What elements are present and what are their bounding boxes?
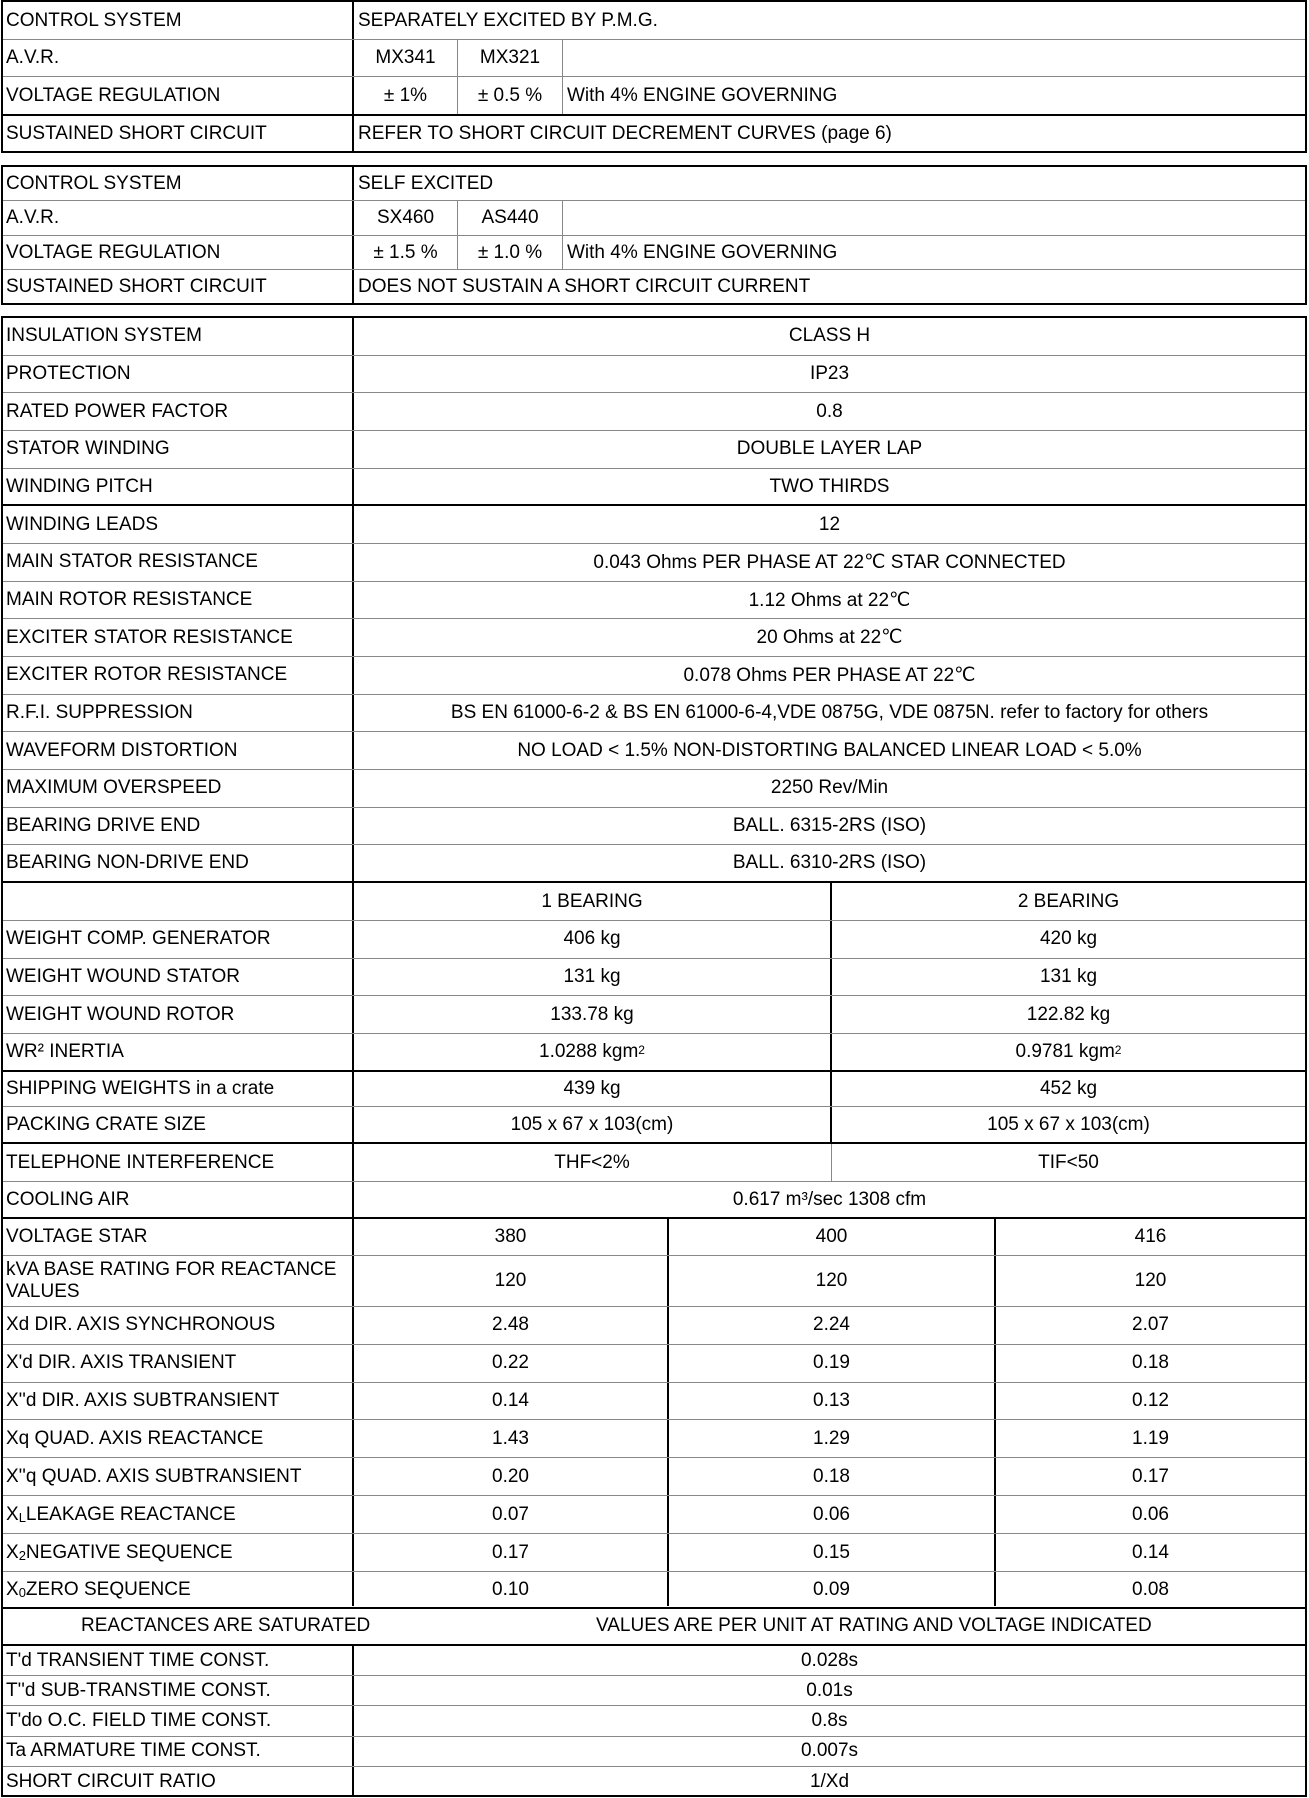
table-row [3, 845, 1305, 883]
reactance-value: 0.18 [1132, 1352, 1169, 1374]
shipping-weight-1: 439 kg [563, 1078, 621, 1099]
regulation-note: With 4% ENGINE GOVERNING [567, 84, 838, 106]
table-row [3, 695, 1305, 733]
row-label: X''q QUAD. AXIS SUBTRANSIENT [6, 1465, 302, 1487]
table-row [3, 544, 1305, 582]
row-label: MAXIMUM OVERSPEED [6, 777, 222, 799]
reactance-value: 2.07 [1132, 1314, 1169, 1336]
row-label: X 2 NEGATIVE SEQUENCE [6, 1541, 233, 1563]
table-row [3, 356, 1305, 394]
row-label: SUSTAINED SHORT CIRCUIT [6, 275, 267, 297]
reactance-value: 2.24 [813, 1314, 850, 1336]
table-row [3, 1496, 1305, 1534]
table-row [3, 959, 1305, 997]
table-row [3, 1646, 1305, 1676]
table-row [3, 236, 1305, 270]
reactance-value: 0.19 [813, 1352, 850, 1374]
table-row [3, 1182, 1305, 1219]
table-row [3, 506, 1305, 544]
avr-value: MX341 [375, 47, 436, 68]
regulation-value: ± 0.5 % [477, 84, 543, 106]
regulation-value: ± 1.0 % [477, 241, 543, 263]
bearing-header-2: 2 BEARING [1017, 890, 1120, 912]
row-label: A.V.R. [6, 47, 60, 68]
crate-size-1: 105 x 67 x 103(cm) [510, 1113, 674, 1135]
bearing-1-value: 131 kg [563, 966, 621, 988]
row-value: 0.043 Ohms PER PHASE AT 22℃ STAR CONNECTED [593, 551, 1066, 573]
reactance-value: 1.29 [813, 1427, 850, 1449]
bearing-2-value: 420 kg [1039, 928, 1098, 950]
table-row [3, 1706, 1305, 1736]
avr-value: SX460 [376, 207, 435, 228]
table-row [3, 1144, 1305, 1182]
table-row [3, 1458, 1305, 1496]
row-label: A.V.R. [6, 207, 60, 228]
row-label: SHORT CIRCUIT RATIO [6, 1770, 216, 1792]
table-row [3, 2, 1305, 40]
table-row [3, 1572, 1305, 1609]
bearing-2-value: 122.82 kg [1026, 1003, 1111, 1025]
per-unit-note: VALUES ARE PER UNIT AT RATING AND VOLTAGE INDICATED [596, 1615, 1152, 1636]
row-label: EXCITER STATOR RESISTANCE [6, 626, 293, 648]
table-row [3, 1034, 1305, 1072]
table-row [3, 167, 1305, 201]
row-value: 20 Ohms at 22℃ [756, 627, 903, 649]
row-label: EXCITER ROTOR RESISTANCE [6, 664, 288, 686]
reactance-value: 0.13 [813, 1389, 850, 1411]
row-value: 0.007s [800, 1740, 859, 1762]
row-label: RATED POWER FACTOR [6, 400, 229, 422]
table-row [3, 270, 1305, 303]
reactance-value: 0.14 [492, 1389, 529, 1411]
saturated-note: REACTANCES ARE SATURATED [81, 1615, 371, 1636]
pmg-excitation-table [1, 0, 1307, 153]
table-row [3, 201, 1305, 236]
row-value: REFER TO SHORT CIRCUIT DECREMENT CURVES (page 6) [358, 122, 892, 144]
row-value: 0.01s [806, 1679, 853, 1701]
row-label: SHIPPING WEIGHTS in a crate [6, 1078, 275, 1099]
row-label: CONTROL SYSTEM [6, 9, 182, 31]
kva-value: 120 [494, 1270, 527, 1291]
inertia-value-1: 1.0288 kgm $^2$ [539, 1041, 645, 1062]
voltage-380: 380 [494, 1226, 527, 1247]
row-label: BEARING DRIVE END [6, 815, 201, 837]
row-value: NO LOAD < 1.5% NON-DISTORTING BALANCED LINEAR LOAD < 5.0% [517, 739, 1142, 761]
row-label: STATOR WINDING [6, 438, 170, 460]
row-label: WEIGHT COMP. GENERATOR [6, 928, 271, 950]
row-value: IP23 [809, 363, 850, 385]
table-row [3, 1345, 1305, 1383]
row-label: MAIN ROTOR RESISTANCE [6, 589, 253, 611]
row-value: TWO THIRDS [769, 475, 890, 497]
table-row [3, 116, 1305, 151]
row-label: X'd DIR. AXIS TRANSIENT [6, 1352, 237, 1374]
bearing-1-value: 133.78 kg [550, 1003, 634, 1025]
table-row [3, 1107, 1305, 1144]
table-row [3, 1767, 1305, 1797]
row-label: WEIGHT WOUND STATOR [6, 966, 240, 988]
reactance-value: 0.12 [1132, 1389, 1169, 1411]
row-value: CLASS H [788, 325, 871, 347]
cooling-air-value: 0.617 m³/sec 1308 cfm [732, 1188, 927, 1210]
kva-value: 120 [815, 1270, 848, 1291]
row-value: BALL. 6315-2RS (ISO) [732, 815, 927, 837]
table-row [3, 1737, 1305, 1767]
row-value: 12 [818, 513, 841, 535]
reactance-value: 1.43 [492, 1427, 529, 1449]
row-value: DOES NOT SUSTAIN A SHORT CIRCUIT CURRENT [358, 275, 811, 297]
row-label: Xd DIR. AXIS SYNCHRONOUS [6, 1314, 276, 1336]
table-row [3, 657, 1305, 695]
row-value: BS EN 61000-6-2 & BS EN 61000-6-4,VDE 0875G, VDE 0875N. refer to factory for others [450, 702, 1209, 724]
row-label: T'd TRANSIENT TIME CONST. [6, 1649, 270, 1671]
table-row [3, 431, 1305, 469]
row-value: 0.8 [816, 400, 843, 422]
table-row [3, 1383, 1305, 1421]
avr-value: MX321 [479, 47, 541, 68]
row-label: SUSTAINED SHORT CIRCUIT [6, 122, 267, 144]
table-row [3, 1307, 1305, 1345]
row-label: BEARING NON-DRIVE END [6, 852, 249, 874]
reactance-value: 2.48 [492, 1314, 529, 1336]
row-label: WINDING PITCH [6, 475, 153, 497]
reactance-value: 0.06 [813, 1503, 850, 1525]
regulation-value: ± 1.5 % [373, 241, 438, 263]
shipping-weight-2: 452 kg [1039, 1078, 1098, 1099]
row-label: VOLTAGE REGULATION [6, 241, 221, 263]
row-label: WEIGHT WOUND ROTOR [6, 1003, 235, 1025]
voltage-416: 416 [1134, 1226, 1167, 1247]
table-row [3, 318, 1305, 356]
bearing-header-row [3, 883, 1305, 921]
reactance-value: 0.09 [813, 1578, 850, 1600]
regulation-note: With 4% ENGINE GOVERNING [567, 241, 838, 263]
row-label: PACKING CRATE SIZE [6, 1113, 206, 1135]
row-value: 0.028s [800, 1649, 859, 1671]
thf-value: THF<2% [554, 1151, 630, 1173]
table-row [3, 619, 1305, 657]
row-label: Xq QUAD. AXIS REACTANCE [6, 1427, 264, 1449]
reactance-note-row [3, 1608, 1305, 1646]
row-label: T'do O.C. FIELD TIME CONST. [6, 1709, 272, 1731]
row-label: X 0 ZERO SEQUENCE [6, 1578, 191, 1600]
row-label: WAVEFORM DISTORTION [6, 739, 238, 761]
row-value: SEPARATELY EXCITED BY P.M.G. [358, 9, 658, 31]
crate-size-2: 105 x 67 x 103(cm) [987, 1113, 1150, 1135]
reactance-value: 0.14 [1132, 1541, 1169, 1563]
row-value: SELF EXCITED [358, 172, 494, 194]
row-label: X L LEAKAGE REACTANCE [6, 1503, 236, 1525]
row-label: MAIN STATOR RESISTANCE [6, 551, 258, 573]
reactance-value: 0.10 [492, 1578, 529, 1600]
regulation-value: ± 1% [383, 84, 428, 106]
tif-value: TIF<50 [1038, 1151, 1099, 1173]
table-row [3, 469, 1305, 507]
row-value: 1.12 Ohms at 22℃ [748, 589, 911, 611]
row-label: COOLING AIR [6, 1188, 130, 1210]
reactance-value: 0.18 [813, 1465, 850, 1487]
row-label: CONTROL SYSTEM [6, 172, 182, 194]
table-row [3, 770, 1305, 808]
reactance-value: 0.22 [492, 1352, 529, 1374]
reactance-value: 0.17 [492, 1541, 529, 1563]
row-label: WINDING LEADS [6, 513, 159, 535]
table-row [3, 921, 1305, 959]
table-row [3, 1534, 1305, 1572]
reactance-value: 0.06 [1132, 1503, 1169, 1525]
reactance-value: 0.15 [813, 1541, 850, 1563]
reactance-table [3, 1219, 1305, 1606]
specification-table [1, 316, 1307, 1797]
table-row [3, 77, 1305, 116]
row-label: X''d DIR. AXIS SUBTRANSIENT [6, 1389, 280, 1411]
voltage-400: 400 [815, 1226, 848, 1247]
inertia-value-2: 0.9781 kgm $^2$ [1015, 1041, 1122, 1062]
table-row [3, 732, 1305, 770]
bearing-1-value: 406 kg [563, 928, 621, 950]
row-label: VOLTAGE STAR [6, 1226, 148, 1247]
bearing-header-1: 1 BEARING [541, 890, 643, 912]
self-excitation-table [1, 165, 1307, 305]
reactance-value: 1.19 [1132, 1427, 1169, 1449]
voltage-row [3, 1219, 1305, 1256]
row-label: R.F.I. SUPPRESSION [6, 702, 193, 724]
table-row [3, 393, 1305, 431]
row-value: 0.078 Ohms PER PHASE AT 22℃ [683, 664, 976, 686]
row-label: kVA BASE RATING FOR REACTANCE VALUES [6, 1259, 337, 1302]
table-row [3, 40, 1305, 77]
row-value: 0.8s [811, 1709, 848, 1731]
row-label: INSULATION SYSTEM [6, 325, 203, 347]
kva-value: 120 [1134, 1270, 1167, 1291]
table-row [3, 808, 1305, 846]
row-value: 1/Xd [809, 1770, 850, 1792]
row-label: TELEPHONE INTERFERENCE [6, 1151, 275, 1173]
reactance-value: 0.20 [492, 1465, 529, 1487]
reactance-value: 0.17 [1132, 1465, 1169, 1487]
row-value: 2250 Rev/Min [770, 777, 889, 799]
row-label: PROTECTION [6, 363, 131, 385]
row-value: BALL. 6310-2RS (ISO) [732, 852, 927, 874]
reactance-value: 0.07 [492, 1503, 529, 1525]
kva-row [3, 1256, 1305, 1307]
table-row [3, 582, 1305, 620]
table-row [3, 1676, 1305, 1706]
row-label: Ta ARMATURE TIME CONST. [6, 1740, 261, 1762]
table-row [3, 1420, 1305, 1458]
row-label: WR² INERTIA [6, 1041, 124, 1062]
row-label: T''d SUB-TRANSTIME CONST. [6, 1679, 271, 1701]
row-value: DOUBLE LAYER LAP [736, 438, 923, 460]
avr-value: AS440 [481, 207, 539, 228]
bearing-2-value: 131 kg [1039, 966, 1098, 988]
row-label: VOLTAGE REGULATION [6, 84, 221, 106]
table-row [3, 996, 1305, 1034]
table-row [3, 1072, 1305, 1107]
reactance-value: 0.08 [1132, 1578, 1169, 1600]
